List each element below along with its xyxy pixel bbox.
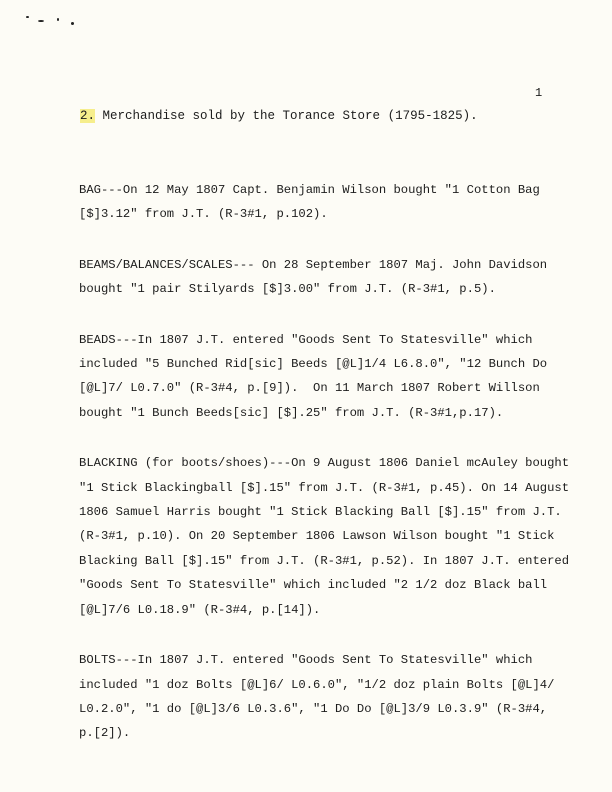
entry-line: BAG---On 12 May 1807 Capt. Benjamin Wilson bought "1 Cotton Bag — [79, 183, 540, 197]
scan-speck — [71, 22, 74, 25]
entry-line: BOLTS---In 1807 J.T. entered "Goods Sent To Statesville" which — [79, 653, 533, 668]
entry-line: BLACKING (for boots/shoes)---On 9 August 1806 Daniel mcAuley bought — [79, 456, 570, 471]
entry-line: [$]3.12" from J.T. (R-3#1, p.102). — [79, 207, 328, 222]
entry-line: bought "1 pair Stilyards [$]3.00" from J.T. (R-3#1, p.5). — [79, 282, 496, 297]
entry-beads — [79, 328, 579, 426]
scan-speck — [38, 20, 44, 22]
entry-line: (R-3#1, p.10). On 20 September 1806 Lawson Wilson bought "1 Stick — [79, 529, 555, 544]
entry-line: p.[2]). — [79, 726, 131, 741]
entries-list — [79, 178, 579, 772]
entry-line: L0.2.0", "1 do [@L]3/6 L0.3.6", "1 Do Do [@L]3/9 L0.3.9" (R-3#4, — [79, 701, 548, 716]
entry-line: [@L]7/6 L0.18.9" (R-3#4, p.[14]). — [79, 602, 321, 617]
entry-line: Blacking Ball [$].15" from J.T. (R-3#1, p.52). In 1807 J.T. entered — [79, 553, 570, 568]
scan-speck — [57, 18, 59, 21]
entry-line: included "1 doz Bolts [@L]6/ L0.6.0", "1/2 doz plain Bolts [@L]4/ — [79, 677, 555, 692]
scan-speck — [26, 16, 29, 18]
entry-line: bought "1 Bunch Beeds[sic] [$].25" from J.T. (R-3#1,p.17). — [79, 405, 504, 420]
entry-line: 1806 Samuel Harris bought "1 Stick Blacking Ball [$].15" from J.T. — [79, 505, 562, 520]
entry-beams-balances-scales — [79, 253, 579, 302]
entry-line: BEADS---In 1807 J.T. entered "Goods Sent To Statesville" which — [79, 332, 533, 347]
entry-bag — [79, 178, 579, 227]
page-number: 1 — [535, 86, 543, 100]
entry-line: "Goods Sent To Statesville" which included "2 1/2 doz Black ball — [79, 578, 548, 593]
entry-line: included "5 Bunched Rid[sic] Beeds [@L]1/4 L6.8.0", "12 Bunch Do — [79, 357, 548, 372]
section-number: 2. — [80, 109, 96, 123]
section-heading — [80, 109, 478, 123]
entry-blacking — [79, 451, 579, 622]
section-title: Merchandise sold by the Torance Store (1795-1825). — [95, 109, 478, 123]
entry-line: [@L]7/ L0.7.0" (R-3#4, p.[9]). On 11 March 1807 Robert Willson — [79, 381, 540, 396]
entry-line: "1 Stick Blackingball [$].15" from J.T. (R-3#1, p.45). On 14 August — [79, 480, 570, 495]
entry-line: BEAMS/BALANCES/SCALES--- On 28 September 1807 Maj. John Davidson — [79, 257, 548, 272]
entry-bolts — [79, 648, 579, 746]
